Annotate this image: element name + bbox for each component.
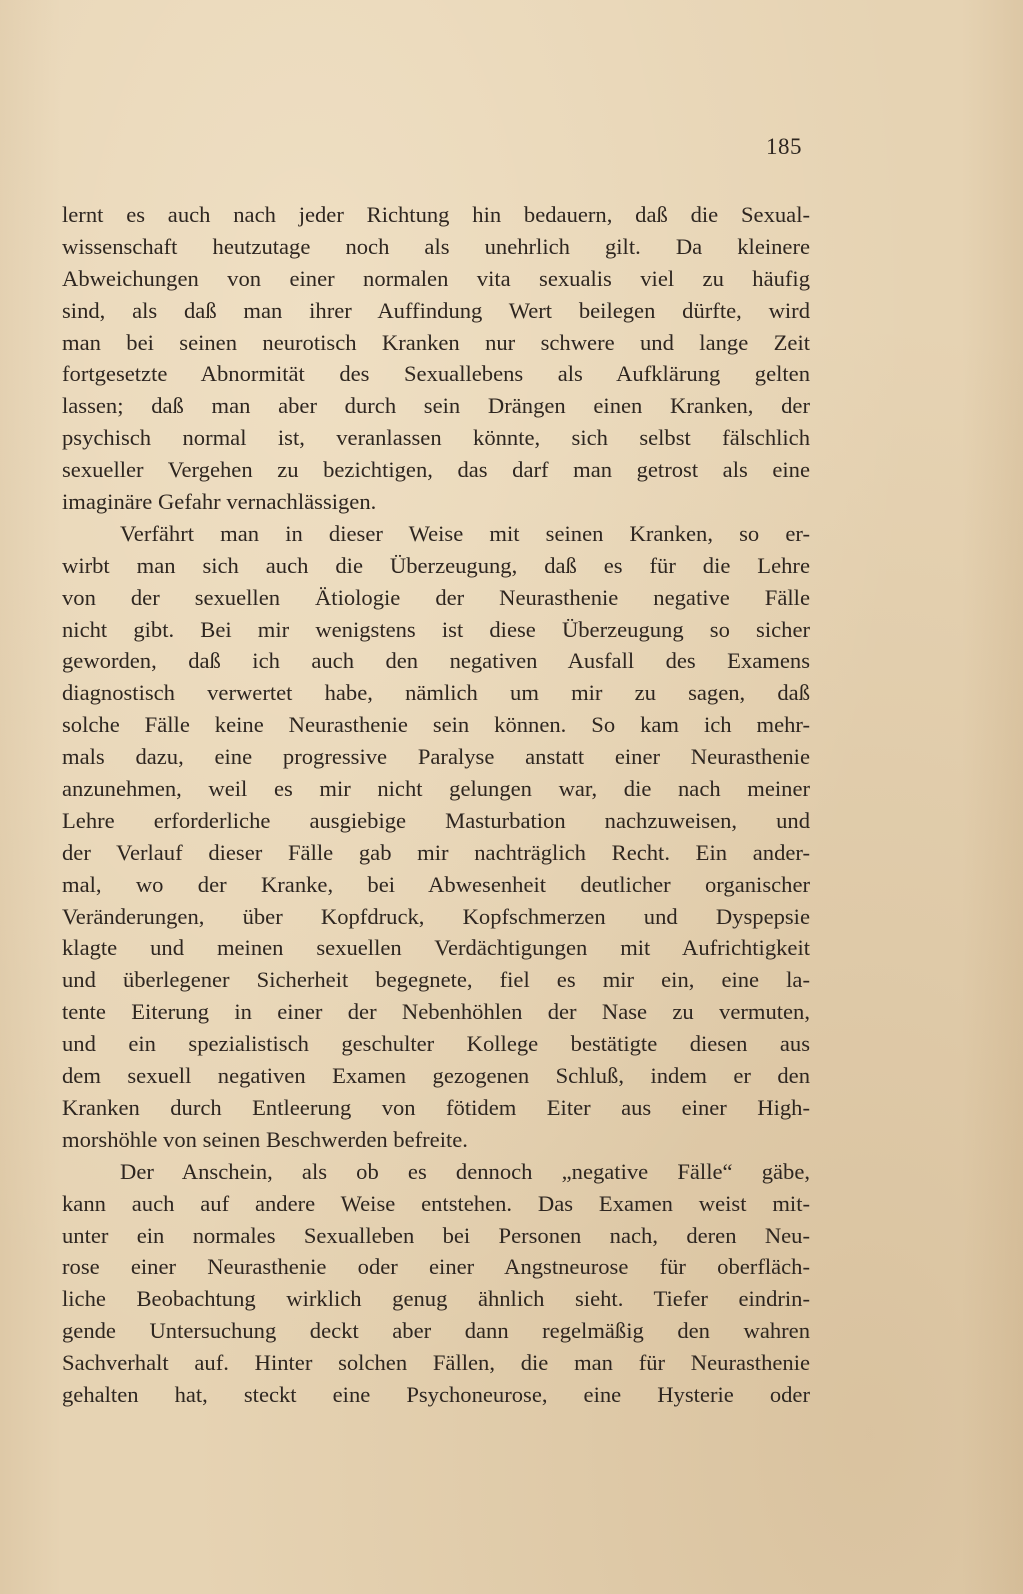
text-line: nicht gibt. Bei mir wenigstens ist diese Überzeugung so sicher [62, 616, 810, 642]
text-line: Der Anschein, als ob es dennoch „negative Fälle“ gäbe, [120, 1158, 810, 1184]
text-line: Verfährt man in dieser Weise mit seinen Kranken, so er- [120, 520, 810, 546]
text-line: geworden, daß ich auch den negativen Ausfall des Examens [62, 648, 810, 674]
text-line: sind, als daß man ihrer Auffindung Wert beilegen dürfte, wird [62, 297, 810, 323]
text-line: solche Fälle keine Neurasthenie sein können. So kam ich mehr- [62, 712, 810, 738]
text-line: Veränderungen, über Kopfdruck, Kopfschmerzen und Dyspepsie [62, 903, 810, 929]
text-line: klagte und meinen sexuellen Verdächtigungen mit Aufrichtigkeit [62, 935, 810, 961]
text-line: kann auch auf andere Weise entstehen. Das Examen weist mit- [62, 1190, 810, 1216]
text-line: tente Eiterung in einer der Nebenhöhlen der Nase zu vermuten, [62, 999, 810, 1025]
text-line: lernt es auch nach jeder Richtung hin bedauern, daß die Sexual- [62, 202, 810, 227]
text-line: fortgesetzte Abnormität des Sexuallebens als Aufklärung gelten [62, 361, 810, 387]
paragraph-3 [62, 1156, 810, 1411]
text-line: gehalten hat, steckt eine Psychoneurose, eine Hysterie oder [62, 1381, 810, 1407]
text-line: liche Beobachtung wirklich genug ähnlich sieht. Tiefer eindrin- [62, 1286, 810, 1312]
text-line: Lehre erforderliche ausgiebige Masturbation nachzuweisen, und [62, 807, 810, 833]
text-line: morshöhle von seinen Beschwerden befreite. [62, 1126, 468, 1152]
text-line: Kranken durch Entleerung von fötidem Eiter aus einer High- [62, 1094, 810, 1120]
text-line: rose einer Neurasthenie oder einer Angstneurose für oberfläch- [62, 1254, 810, 1280]
text-line: anzunehmen, weil es mir nicht gelungen war, die nach meiner [62, 776, 810, 802]
text-line: Abweichungen von einer normalen vita sexualis viel zu häufig [62, 265, 810, 291]
text-line: man bei seinen neurotisch Kranken nur schwere und lange Zeit [62, 329, 810, 355]
text-line: wissenschaft heutzutage noch als unehrlich gilt. Da kleinere [62, 233, 810, 259]
text-line: sexueller Vergehen zu bezichtigen, das darf man getrost als eine [62, 457, 810, 483]
text-line: und überlegener Sicherheit begegnete, fiel es mir ein, eine la- [62, 967, 810, 993]
text-line: gende Untersuchung deckt aber dann regelmäßig den wahren [62, 1318, 810, 1344]
text-line: mals dazu, eine progressive Paralyse anstatt einer Neurasthenie [62, 744, 810, 770]
paragraph-1 [62, 199, 810, 518]
text-line: imaginäre Gefahr vernachlässigen. [62, 489, 377, 515]
text-line: und ein spezialistisch geschulter Kollege bestätigte diesen aus [62, 1031, 810, 1057]
page-number: 185 [766, 134, 802, 159]
body-text [62, 199, 810, 1411]
text-line: psychisch normal ist, veranlassen könnte, sich selbst fälschlich [62, 425, 810, 451]
text-line: unter ein normales Sexualleben bei Personen nach, deren Neu- [62, 1222, 810, 1248]
text-line: dem sexuell negativen Examen gezogenen Schluß, indem er den [62, 1063, 810, 1089]
text-line: wirbt man sich auch die Überzeugung, daß es für die Lehre [62, 552, 810, 578]
text-line: der Verlauf dieser Fälle gab mir nachträglich Recht. Ein ander- [62, 839, 810, 865]
text-line: von der sexuellen Ätiologie der Neurasthenie negative Fälle [62, 584, 810, 610]
paragraph-2 [62, 518, 810, 1156]
text-line: diagnostisch verwertet habe, nämlich um mir zu sagen, daß [62, 680, 810, 706]
text-line: mal, wo der Kranke, bei Abwesenheit deutlicher organischer [62, 871, 810, 897]
text-line: lassen; daß man aber durch sein Drängen einen Kranken, der [62, 393, 810, 419]
text-line: Sachverhalt auf. Hinter solchen Fällen, die man für Neurasthenie [62, 1350, 810, 1376]
